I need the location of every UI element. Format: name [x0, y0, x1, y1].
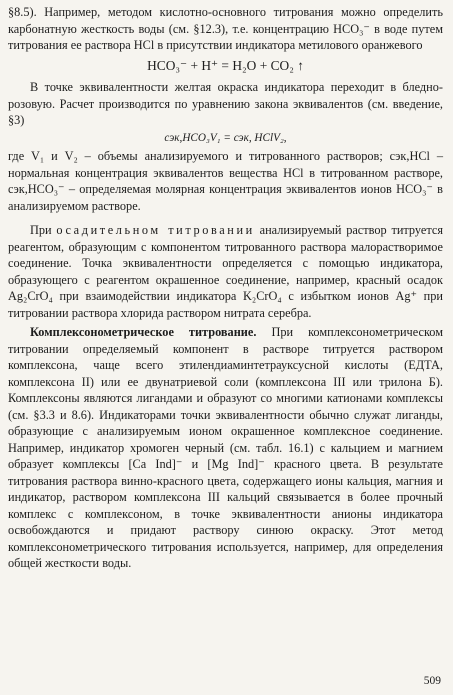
- paragraph-complexometric-titration: [8, 324, 443, 572]
- reaction-equation: HCO₃⁻ + H⁺ = H₂O + CO₂ ↑: [147, 57, 304, 73]
- paragraph-precipitation-titration: [8, 222, 443, 321]
- paragraph-lead-word: При: [30, 223, 52, 237]
- paragraph-body: При комплексонометрическом титровании определяемый компонент в растворе титруется раствором комплексона, чаще всего этилендиаминтетрауксусной кислоты (ЕДТА, комплексона II) или ее двунатриевой соли (комплексона III или трилона Б). Комплексоны являются лигандами и образуют со многими катионами комплексы (см. §3.3 и 8.6). Индикаторами точки эквивалентности обычно служат лиганды, образующие с анализируемым ионом окрашенное комплексное соединение. Например, индикатор хромоген черный (см. табл. 16.1) с кальцием и магнием образует комплексы [Ca Ind]⁻ и [Mg Ind]⁻ красного цвета. В результате титрования раствора винно-красного цвета, содержащего ионы кальция, магния и индикатор, раствором комплексона III кальций связывается в более прочный комплекс с комплексоном, в точке эквивалентности анионы индикатора освобождаются и придают раствору синюю окраску. Этот метод комплексонометрического титрования используется, например, для определения общей жесткости воды.: [8, 325, 443, 570]
- paragraph-equivalence-point: В точке эквивалентности желтая окраска индикатора переходит в бледно-розовую. Расчет производится по уравнению закона эквивалентов (см. введение, §3): [8, 80, 443, 127]
- section-heading: Комплексонометрическое титрование.: [30, 325, 257, 339]
- equivalents-law-formula: cэк,HCO₃V₁ = cэк, HClV₂,: [164, 131, 287, 144]
- spaced-term-precipitation-titration: осадительном титровании: [56, 223, 255, 237]
- paragraph-variable-definitions: где V₁ и V₂ – объемы анализируемого и титрованного растворов; cэк,HCl – нормальная концентрация эквивалентов вещества HCl в титрованном растворе, cэк,HCO₃⁻ – определяемая молярная концентрация эквивалентов ионов HCO₃⁻ в анализируемом растворе.: [8, 149, 443, 213]
- paragraph-body: анализируемый раствор титруется реагентом, образующим с компонентом титрованного раствора малорастворимое соединение. Точка эквивалентности определяется с помощью индикатора, образующего с реагентом окрашенное соединение, например, красный осадок Ag₂CrO₄ при взаимодействии индикатора K₂CrO₄ с избытком ионов Ag⁺ при титровании раствора хлорида раствором нитрата серебра.: [8, 223, 443, 320]
- page-number: 509: [423, 675, 441, 687]
- paragraph-acid-base-titration: §8.5). Например, методом кислотно-основного титрования можно определить карбонатную жесткость воды (см. §12.3), т.е. концентрацию HCO₃⁻ в воде путем титрования ее раствора HCl в присутствии индикатора метилового оранжевого: [8, 5, 443, 52]
